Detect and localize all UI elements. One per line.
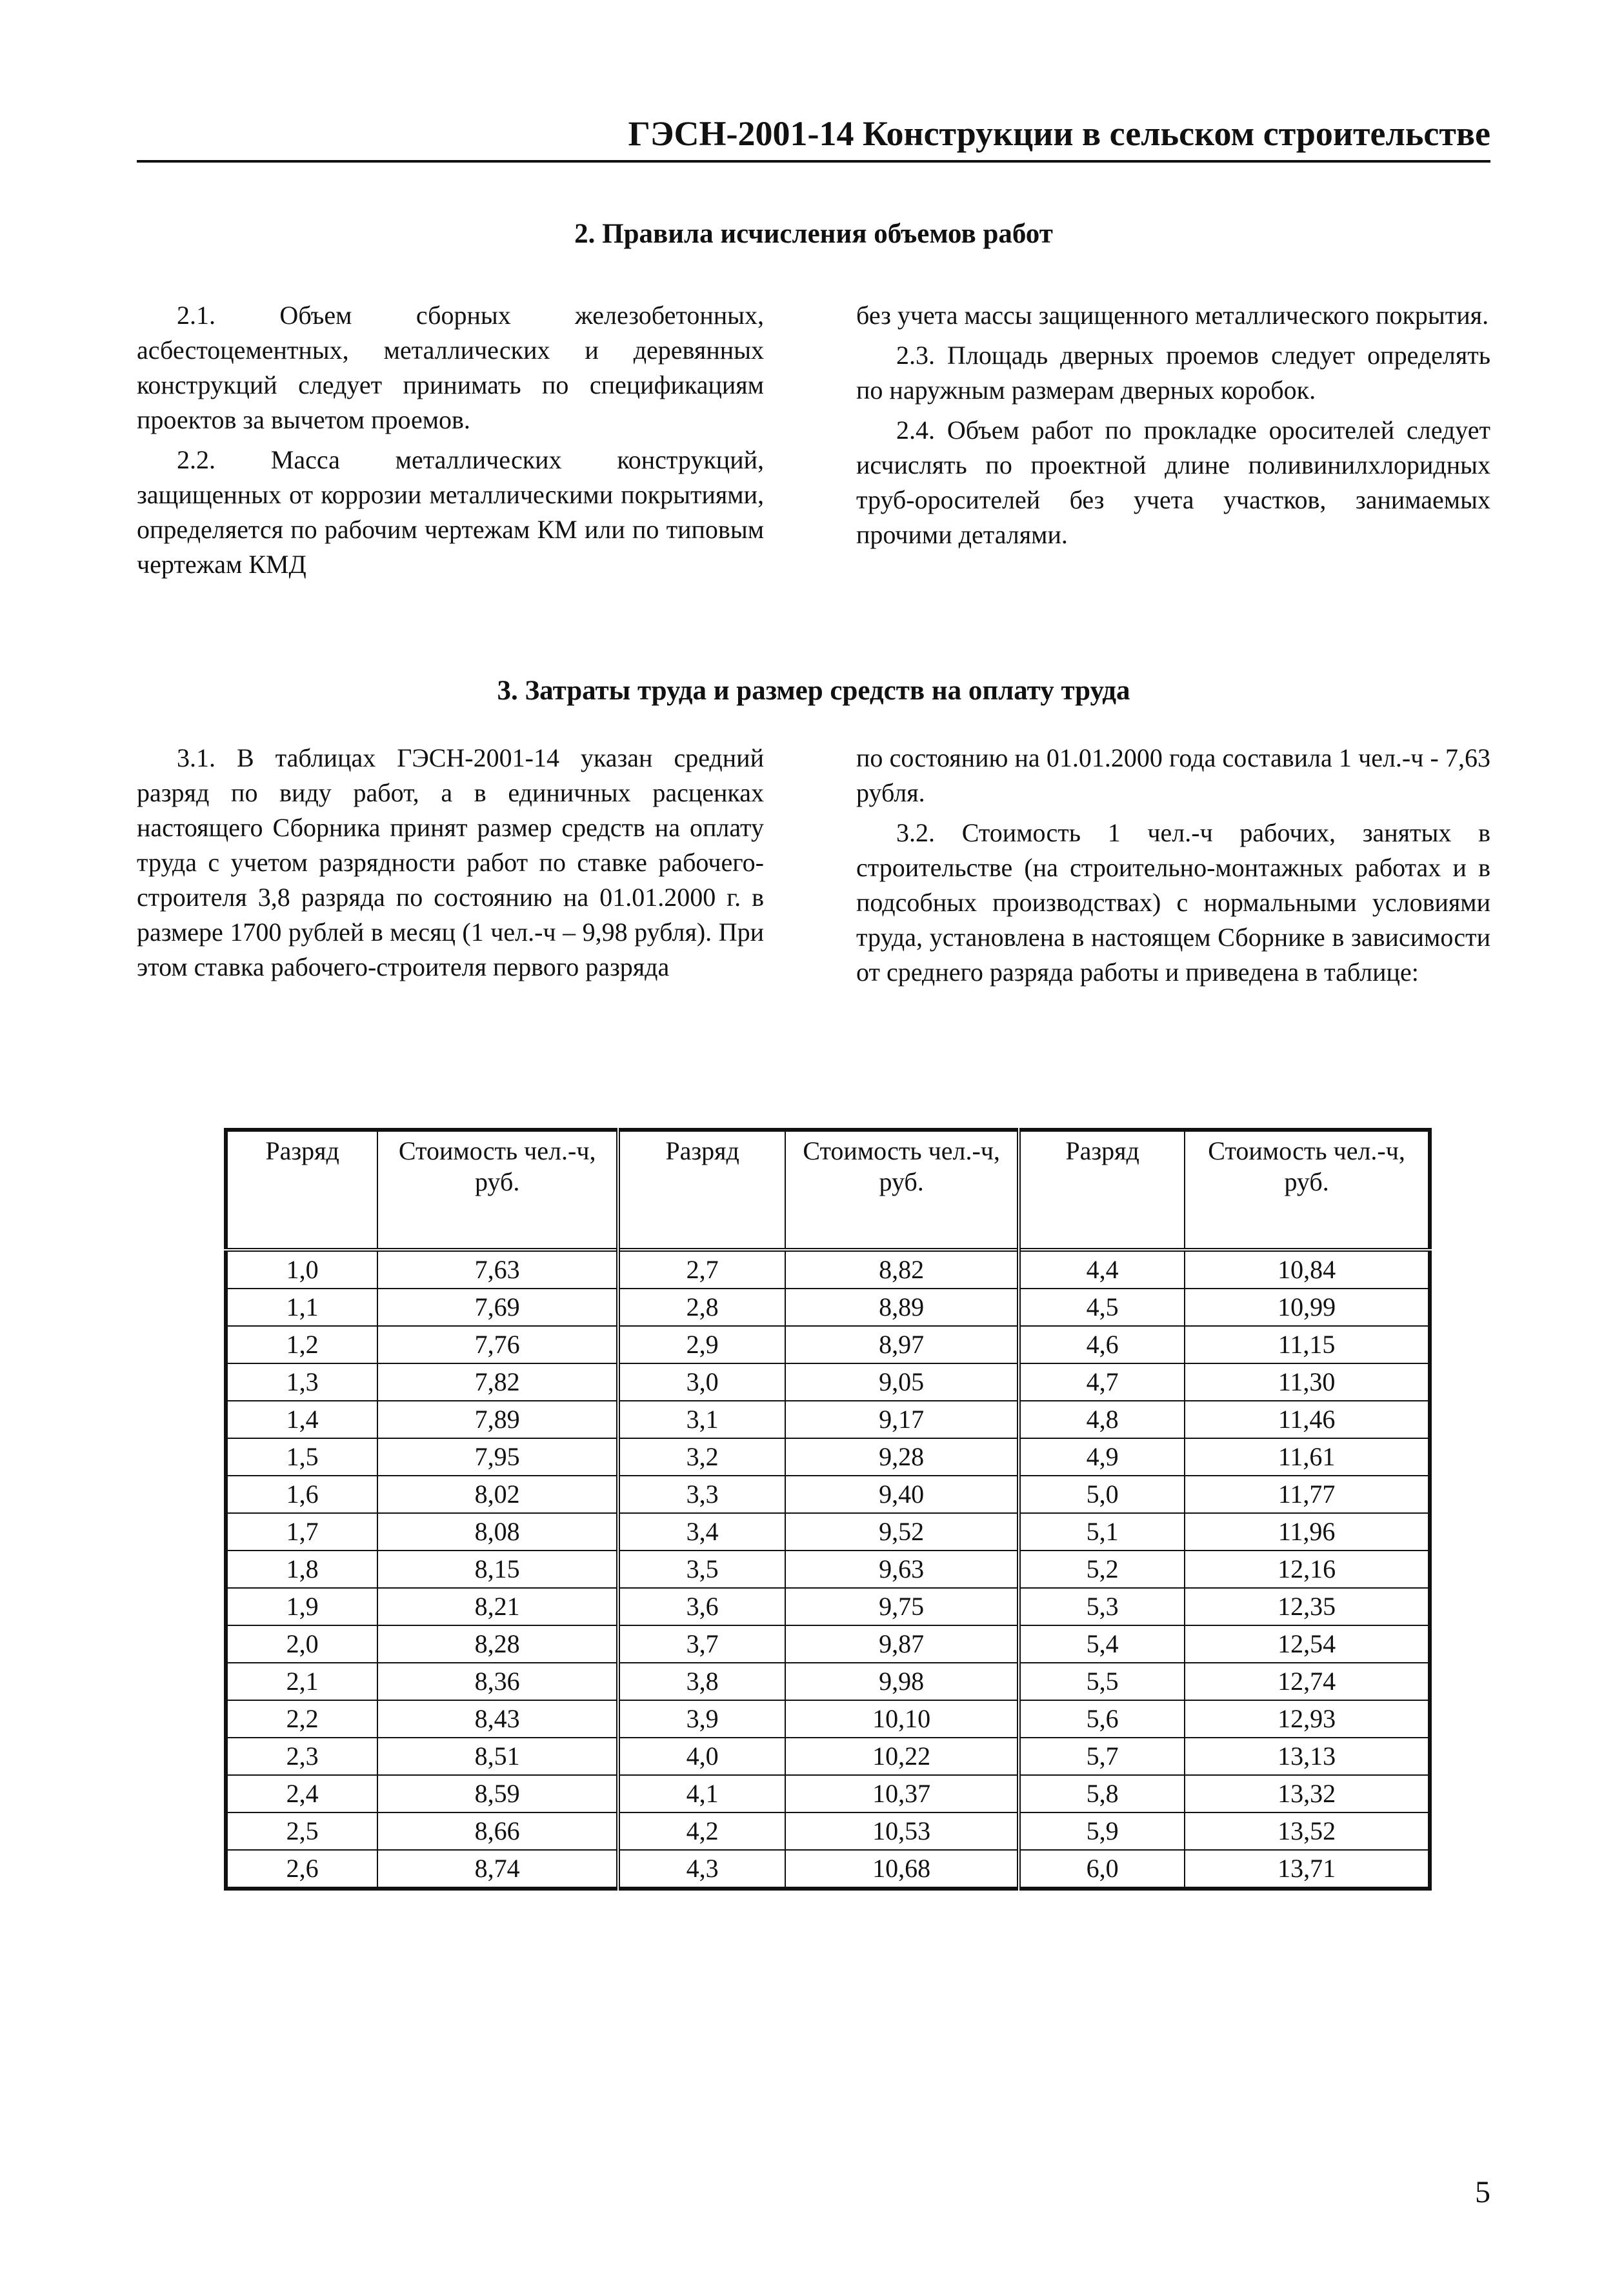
table-cell: 2,5 [226, 1812, 377, 1850]
table-cell: 13,32 [1185, 1775, 1430, 1812]
labor-cost-table [224, 1128, 1432, 1891]
table-cell: 7,95 [377, 1438, 618, 1476]
table-cell: 4,9 [1019, 1438, 1185, 1476]
table-cell: 4,0 [618, 1738, 785, 1775]
table-cell: 4,6 [1019, 1326, 1185, 1363]
table-row [226, 1551, 1430, 1588]
table-cell: 11,30 [1185, 1363, 1430, 1401]
table-cell: 9,17 [785, 1401, 1019, 1438]
table-cell: 8,28 [377, 1625, 618, 1663]
table-cell: 4,8 [1019, 1401, 1185, 1438]
section-2-right-column [856, 298, 1490, 557]
table-cell: 4,5 [1019, 1289, 1185, 1326]
table-cell: 8,15 [377, 1551, 618, 1588]
table-header-cell: Разряд [226, 1130, 377, 1250]
table-cell: 9,63 [785, 1551, 1019, 1588]
table-cell: 10,10 [785, 1700, 1019, 1738]
table-cell: 2,7 [618, 1250, 785, 1289]
table-cell: 5,8 [1019, 1775, 1185, 1812]
paragraph-3-2: 3.2. Стоимость 1 чел.-ч рабочих, занятых в строительстве (на строительно-монтажных работах и в подсобных производствах) с нормальными условиями труда, установлена в настоящем Сборнике в зависимости от среднего разряда работы и приведена в таблице: [856, 818, 1490, 987]
table-row [226, 1401, 1430, 1438]
table-cell: 8,43 [377, 1700, 618, 1738]
table-cell: 8,66 [377, 1812, 618, 1850]
table-cell: 8,51 [377, 1738, 618, 1775]
table-header-row [226, 1130, 1430, 1250]
table-cell: 8,74 [377, 1850, 618, 1889]
table-cell: 13,52 [1185, 1812, 1430, 1850]
table-cell: 1,6 [226, 1476, 377, 1513]
paragraph-2-2: 2.2. Масса металлических конструкций, защищенных от коррозии металлическими покрытиями, определяется по рабочим чертежам КМ или по типовым чертежам КМД [137, 445, 764, 579]
table-cell: 5,3 [1019, 1588, 1185, 1625]
table-cell: 3,6 [618, 1588, 785, 1625]
table-cell: 12,74 [1185, 1663, 1430, 1700]
table-cell: 3,0 [618, 1363, 785, 1401]
table-cell: 4,2 [618, 1812, 785, 1850]
table-cell: 8,82 [785, 1250, 1019, 1289]
table-row [226, 1363, 1430, 1401]
table-header-cell: Стоимость чел.-ч, руб. [377, 1130, 618, 1250]
paragraph-3-1-continued: по состоянию на 01.01.2000 года составила 1 чел.-ч - 7,63 рубля. [856, 743, 1490, 807]
section-3-title: 3. Затраты труда и размер средств на оплату труда [497, 676, 1130, 706]
table-cell: 5,7 [1019, 1738, 1185, 1775]
table-cell: 2,2 [226, 1700, 377, 1738]
table-cell: 8,21 [377, 1588, 618, 1625]
table-cell: 2,9 [618, 1326, 785, 1363]
table-header-cell: Стоимость чел.-ч, руб. [785, 1130, 1019, 1250]
running-header: ГЭСН-2001-14 Конструкции в сельском строительстве [628, 114, 1490, 153]
table-header-cell: Разряд [1019, 1130, 1185, 1250]
table-cell: 5,9 [1019, 1812, 1185, 1850]
table-row [226, 1738, 1430, 1775]
table-cell: 7,89 [377, 1401, 618, 1438]
table-cell: 12,54 [1185, 1625, 1430, 1663]
table-cell: 12,93 [1185, 1700, 1430, 1738]
table-row [226, 1476, 1430, 1513]
table-cell: 3,9 [618, 1700, 785, 1738]
table-cell: 11,15 [1185, 1326, 1430, 1363]
table-cell: 10,84 [1185, 1250, 1430, 1289]
table-cell: 1,4 [226, 1401, 377, 1438]
table-cell: 10,53 [785, 1812, 1019, 1850]
paragraph-2-4: 2.4. Объем работ по прокладке оросителей следует исчислять по проектной длине поливинилхлоридных труб-оросителей без учета участков, занимаемых прочими деталями. [856, 416, 1490, 549]
table-header-cell: Стоимость чел.-ч, руб. [1185, 1130, 1430, 1250]
table-cell: 10,99 [1185, 1289, 1430, 1326]
table-cell: 2,3 [226, 1738, 377, 1775]
table-cell: 10,22 [785, 1738, 1019, 1775]
table-cell: 11,96 [1185, 1513, 1430, 1551]
table-row [226, 1438, 1430, 1476]
table-cell: 8,59 [377, 1775, 618, 1812]
table-cell: 1,2 [226, 1326, 377, 1363]
table-cell: 1,7 [226, 1513, 377, 1551]
section-2-left-column [137, 298, 764, 587]
table-cell: 7,63 [377, 1250, 618, 1289]
table-cell: 5,2 [1019, 1551, 1185, 1588]
table-row [226, 1289, 1430, 1326]
table-cell: 2,1 [226, 1663, 377, 1700]
table-cell: 4,4 [1019, 1250, 1185, 1289]
table-cell: 8,36 [377, 1663, 618, 1700]
table-cell: 5,6 [1019, 1700, 1185, 1738]
table-cell: 1,1 [226, 1289, 377, 1326]
table-cell: 9,75 [785, 1588, 1019, 1625]
table-row [226, 1700, 1430, 1738]
table-cell: 1,5 [226, 1438, 377, 1476]
table-cell: 3,3 [618, 1476, 785, 1513]
table-row [226, 1588, 1430, 1625]
table-row [226, 1850, 1430, 1889]
section-2-title: 2. Правила исчисления объемов работ [574, 219, 1053, 249]
table-row [226, 1663, 1430, 1700]
table-cell: 3,8 [618, 1663, 785, 1700]
table-row [226, 1775, 1430, 1812]
paragraph-3-1: 3.1. В таблицах ГЭСН-2001-14 указан средний разряд по виду работ, а в единичных расценках настоящего Сборника принят размер средств на оплату труда с учетом разрядности работ по ставке рабочего-строителя 3,8 разряда по состоянию на 01.01.2000 г. в размере 1700 рублей в месяц (1 чел.-ч – 9,98 рубля). При этом ставка рабочего-строителя первого разряда [137, 743, 764, 981]
table-cell: 9,87 [785, 1625, 1019, 1663]
header-rule [137, 160, 1490, 163]
table-cell: 9,28 [785, 1438, 1019, 1476]
table-cell: 13,13 [1185, 1738, 1430, 1775]
table-cell: 4,3 [618, 1850, 785, 1889]
table-cell: 5,5 [1019, 1663, 1185, 1700]
table-row [226, 1326, 1430, 1363]
table-cell: 10,68 [785, 1850, 1019, 1889]
table-cell: 3,7 [618, 1625, 785, 1663]
table-cell: 6,0 [1019, 1850, 1185, 1889]
table-cell: 1,9 [226, 1588, 377, 1625]
table-cell: 8,02 [377, 1476, 618, 1513]
table-cell: 7,76 [377, 1326, 618, 1363]
table-cell: 9,52 [785, 1513, 1019, 1551]
table-cell: 9,05 [785, 1363, 1019, 1401]
section-3-right-column [856, 741, 1490, 995]
table-cell: 3,5 [618, 1551, 785, 1588]
table-cell: 9,98 [785, 1663, 1019, 1700]
table-cell: 11,77 [1185, 1476, 1430, 1513]
table-cell: 3,1 [618, 1401, 785, 1438]
table-row [226, 1513, 1430, 1551]
table-cell: 1,8 [226, 1551, 377, 1588]
table-cell: 2,0 [226, 1625, 377, 1663]
table-cell: 5,0 [1019, 1476, 1185, 1513]
table-row [226, 1625, 1430, 1663]
table-cell: 1,0 [226, 1250, 377, 1289]
paragraph-2-1: 2.1. Объем сборных железобетонных, асбестоцементных, металлических и деревянных конструкций следует принимать по спецификациям проектов за вычетом проемов. [137, 301, 764, 434]
paragraph-2-2-continued: без учета массы защищенного металлического покрытия. [856, 301, 1489, 330]
table-cell: 2,6 [226, 1850, 377, 1889]
table-cell: 5,4 [1019, 1625, 1185, 1663]
table-cell: 11,46 [1185, 1401, 1430, 1438]
table-cell: 2,8 [618, 1289, 785, 1326]
table-cell: 8,89 [785, 1289, 1019, 1326]
table-cell: 11,61 [1185, 1438, 1430, 1476]
table-header-cell: Разряд [618, 1130, 785, 1250]
table-row [226, 1250, 1430, 1289]
table-cell: 3,4 [618, 1513, 785, 1551]
table-cell: 10,37 [785, 1775, 1019, 1812]
table-cell: 9,40 [785, 1476, 1019, 1513]
table-cell: 4,1 [618, 1775, 785, 1812]
section-3-left-column [137, 741, 764, 990]
table-cell: 5,1 [1019, 1513, 1185, 1551]
table-cell: 13,71 [1185, 1850, 1430, 1889]
table-cell: 12,35 [1185, 1588, 1430, 1625]
table-cell: 2,4 [226, 1775, 377, 1812]
table-cell: 7,82 [377, 1363, 618, 1401]
table-cell: 3,2 [618, 1438, 785, 1476]
table-cell: 7,69 [377, 1289, 618, 1326]
page-number: 5 [1475, 2175, 1490, 2209]
table-cell: 1,3 [226, 1363, 377, 1401]
table-row [226, 1812, 1430, 1850]
table-cell: 8,08 [377, 1513, 618, 1551]
table-cell: 4,7 [1019, 1363, 1185, 1401]
paragraph-2-3: 2.3. Площадь дверных проемов следует определять по наружным размерам дверных коробок. [856, 341, 1490, 405]
table-cell: 8,97 [785, 1326, 1019, 1363]
table-cell: 12,16 [1185, 1551, 1430, 1588]
